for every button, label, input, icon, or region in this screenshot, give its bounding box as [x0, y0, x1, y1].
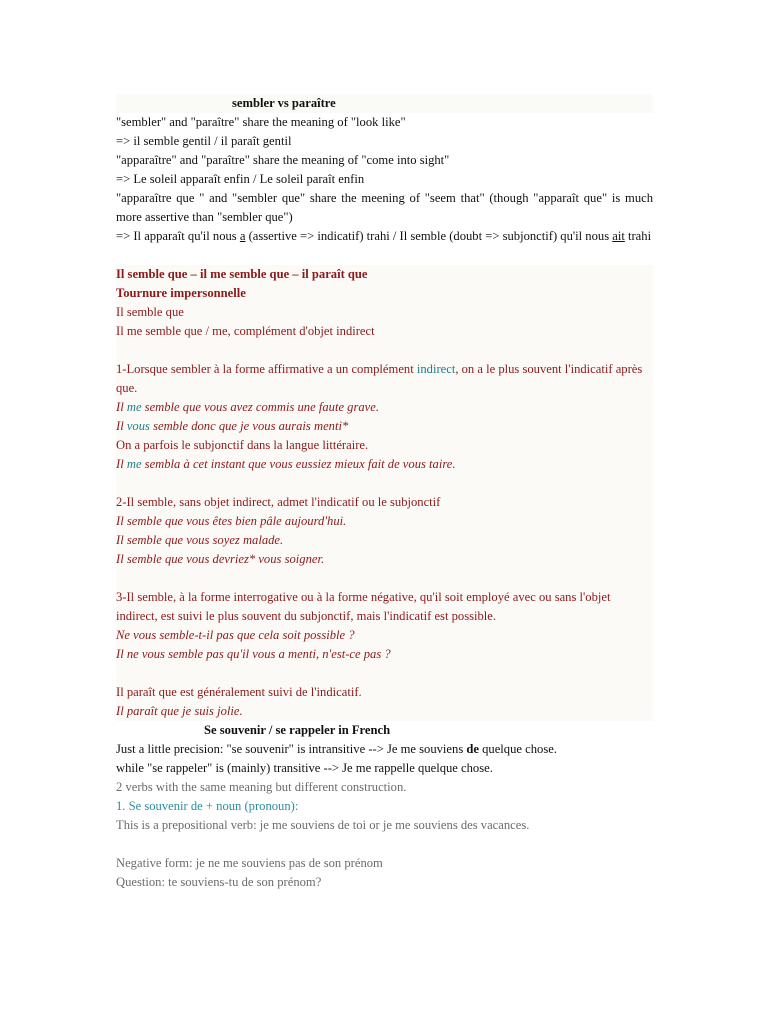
spacer: [116, 341, 653, 360]
text-span: trahi: [624, 229, 652, 243]
spacer: [116, 835, 653, 854]
document-page: [116, 94, 653, 892]
underlined-word: a: [239, 229, 246, 243]
paragraph-line: Il me semble que / me, complément d'objet indirect: [116, 324, 375, 338]
example-line: Il semble que vous êtes bien pâle aujourd'hui.: [116, 514, 347, 528]
bold-word: de: [466, 742, 479, 756]
text-span: Il: [116, 419, 127, 433]
text-span: quelque chose.: [478, 742, 557, 756]
paragraph-line: [116, 740, 653, 759]
example-line: Il ne vous semble pas qu'il vous a menti, n'est-ce pas ?: [116, 647, 391, 661]
paragraph-line: "sembler" and "paraître" share the meaning of "look like": [116, 115, 406, 129]
highlight-word: me: [126, 457, 142, 471]
paragraph-line: On a parfois le subjonctif dans la langue littéraire.: [116, 438, 369, 452]
rule-3: 3-Il semble, à la forme interrogative ou à la forme négative, qu'il soit employé avec ou sans l'objet indirect, est suivi le plus souvent du subjonctif, mais l'indicatif est possible.: [116, 590, 611, 623]
paragraph-line: "apparaître que " and "sembler que" share the meening of "seem that" (though "apparaît que" is much more assertive than "sembler que"): [116, 191, 653, 224]
text-span: Just a little precision: "se souvenir" is intransitive --> Je me souviens: [116, 742, 467, 756]
paragraph-line: "apparaître" and "paraître" share the meaning of "come into sight": [116, 153, 450, 167]
rule-4: Il paraît que est généralement suivi de l'indicatif.: [116, 685, 362, 699]
text-span: sembla à cet instant que vous eussiez mieux fait de vous taire.: [141, 457, 456, 471]
example-line: [116, 455, 653, 474]
text-span: Il: [116, 457, 127, 471]
paragraph-line: Il semble que: [116, 305, 184, 319]
paragraph-line: Question: te souviens-tu de son prénom?: [116, 875, 322, 889]
example-line: [116, 417, 653, 436]
paragraph-line: This is a prepositional verb: je me souviens de toi or je me souviens des vacances.: [116, 818, 530, 832]
example-line: [116, 398, 653, 417]
spacer: [116, 569, 653, 588]
section-heading: Il semble que – il me semble que – il paraît que: [116, 267, 368, 281]
paragraph-line: => il semble gentil / il paraît gentil: [116, 134, 292, 148]
example-line: Il paraît que je suis jolie.: [116, 704, 243, 718]
highlight-word: me: [126, 400, 142, 414]
text-span: semble donc que je vous aurais menti*: [149, 419, 349, 433]
text-span: 1-Lorsque sembler à la forme affirmative a un complément: [116, 362, 417, 376]
spacer: [116, 664, 653, 683]
text-span: Il: [116, 400, 127, 414]
rule-2: 2-Il semble, sans objet indirect, admet l'indicatif ou le subjonctif: [116, 495, 441, 509]
section-title-se-souvenir: Se souvenir / se rappeler in French: [204, 723, 391, 737]
subheading-line: 1. Se souvenir de + noun (pronoun):: [116, 799, 299, 813]
spacer: [116, 474, 653, 493]
text-span: => Il apparaît qu'il nous: [116, 229, 240, 243]
example-line: Il semble que vous soyez malade.: [116, 533, 284, 547]
paragraph-line: => Le soleil apparaît enfin / Le soleil paraît enfin: [116, 172, 365, 186]
example-line: Il semble que vous devriez* vous soigner.: [116, 552, 325, 566]
grammar-section: [116, 265, 653, 721]
paragraph-line: 2 verbs with the same meaning but different construction.: [116, 780, 407, 794]
paragraph-line: while "se rappeler" is (mainly) transitive --> Je me rappelle quelque chose.: [116, 761, 493, 775]
text-span: semble que vous avez commis une faute grave.: [141, 400, 379, 414]
underlined-word: ait: [612, 229, 625, 243]
paragraph-line: Negative form: je ne me souviens pas de son prénom: [116, 856, 383, 870]
section-title-sembler-vs-paraitre: sembler vs paraître: [116, 94, 653, 113]
text-span: , on a le plus souvent l'indicatif après que.: [116, 362, 643, 395]
highlight-word: vous: [126, 419, 150, 433]
text-span: (assertive => indicatif) trahi / Il semble (doubt => subjonctif) qu'il nous: [245, 229, 613, 243]
highlight-word: indirect: [416, 362, 456, 376]
paragraph-line-example: [116, 227, 653, 246]
section-subheading: Tournure impersonnelle: [116, 286, 246, 300]
example-line: Ne vous semble-t-il pas que cela soit possible ?: [116, 628, 355, 642]
rule-1: [116, 360, 653, 398]
